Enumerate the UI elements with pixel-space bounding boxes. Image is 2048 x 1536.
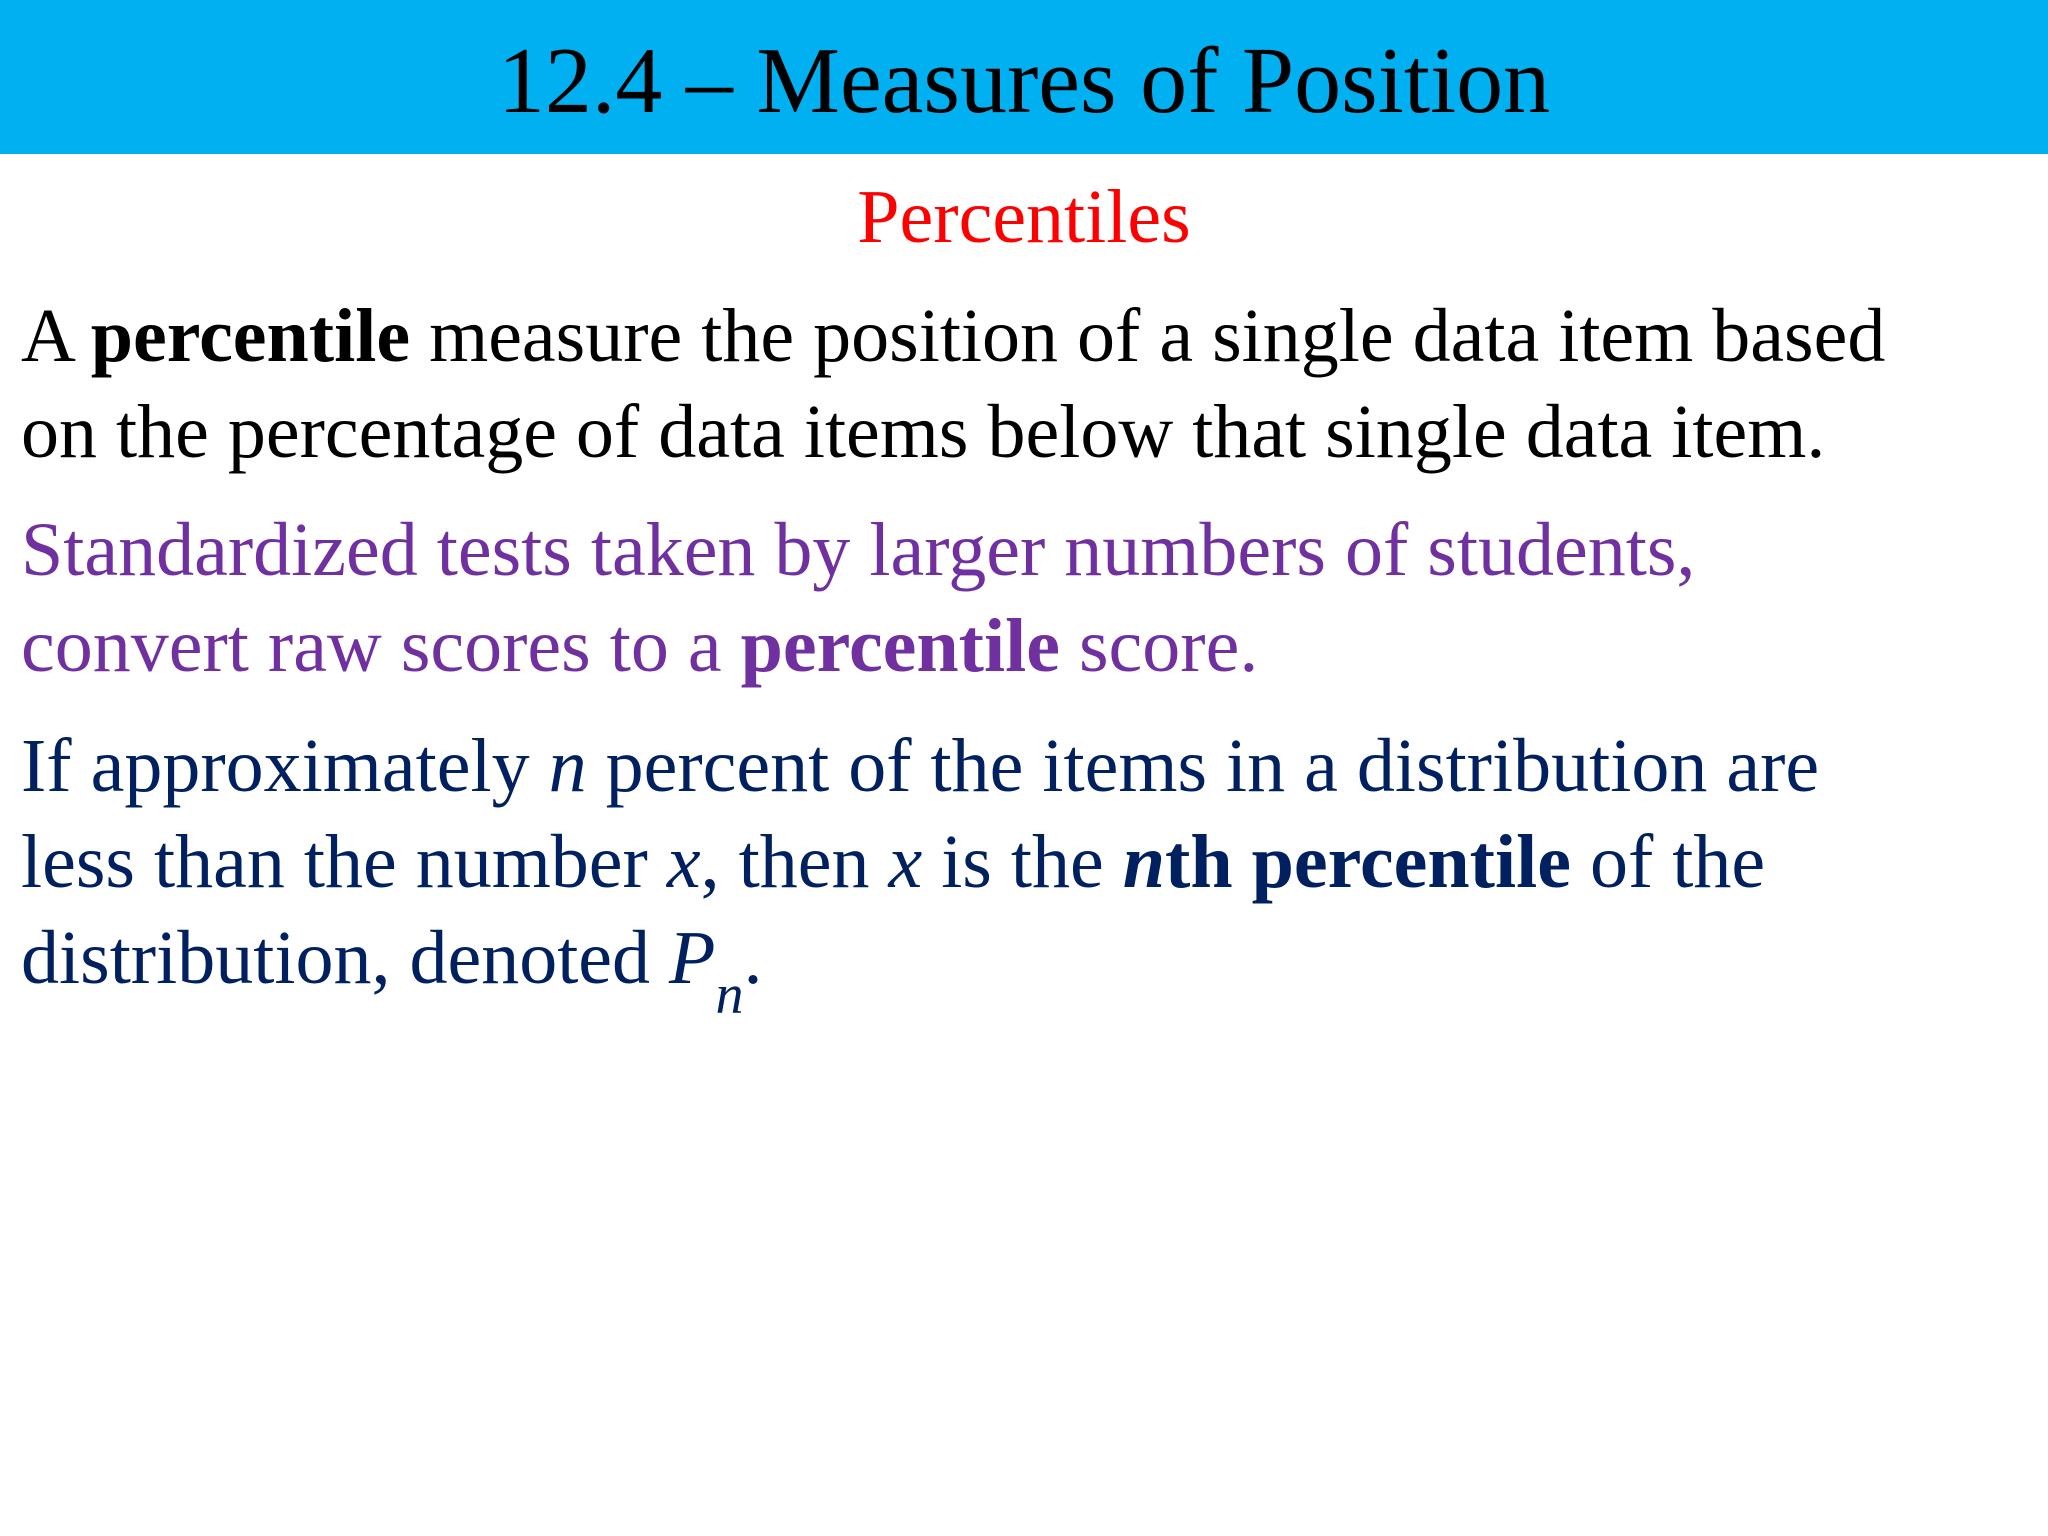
formal-text: less than the number bbox=[21, 820, 667, 904]
definition-line-2: on the percentage of data items below that single data item. bbox=[21, 390, 1826, 474]
formal-text: , then bbox=[700, 820, 889, 904]
percentile-symbol: P bbox=[669, 916, 716, 1000]
variable-n: n bbox=[548, 724, 587, 808]
note-text: score. bbox=[1059, 604, 1259, 688]
note-line-1: Standardized tests taken by larger numbers of students, bbox=[21, 508, 1696, 592]
formal-line-2 bbox=[21, 814, 2031, 910]
formal-text: is the bbox=[922, 820, 1123, 904]
slide-title: 12.4 – Measures of Position bbox=[497, 29, 1551, 133]
title-bar bbox=[0, 0, 2048, 154]
variable-x: x bbox=[666, 820, 701, 904]
formal-definition-paragraph bbox=[21, 718, 2031, 1026]
note-paragraph bbox=[21, 502, 2031, 694]
formal-text: If approximately bbox=[21, 724, 549, 808]
formal-text: . bbox=[743, 916, 763, 1000]
variable-x: x bbox=[888, 820, 923, 904]
formal-text: of the bbox=[1570, 820, 1766, 904]
note-text: convert raw scores to a bbox=[21, 604, 741, 688]
slide-subtitle: Percentiles bbox=[857, 175, 1191, 259]
note-term: percentile bbox=[740, 604, 1060, 688]
definition-text: measure the position of a single data item based bbox=[410, 294, 1886, 378]
definition-text: A bbox=[21, 294, 91, 378]
definition-paragraph bbox=[21, 288, 2031, 480]
formal-line-1 bbox=[21, 718, 2031, 814]
nth-percentile-term bbox=[1123, 820, 1571, 904]
definition-term: percentile bbox=[90, 294, 411, 378]
percentile-subscript: n bbox=[715, 964, 744, 1026]
formal-text: distribution, denoted bbox=[21, 916, 670, 1000]
term-text: th percentile bbox=[1165, 820, 1571, 904]
formal-text: percent of the items in a distribution are bbox=[586, 724, 1820, 808]
definition-line-1 bbox=[21, 288, 2031, 384]
note-line-2 bbox=[21, 598, 2031, 694]
variable-n: n bbox=[1122, 820, 1166, 904]
formal-line-3 bbox=[21, 910, 2031, 1026]
